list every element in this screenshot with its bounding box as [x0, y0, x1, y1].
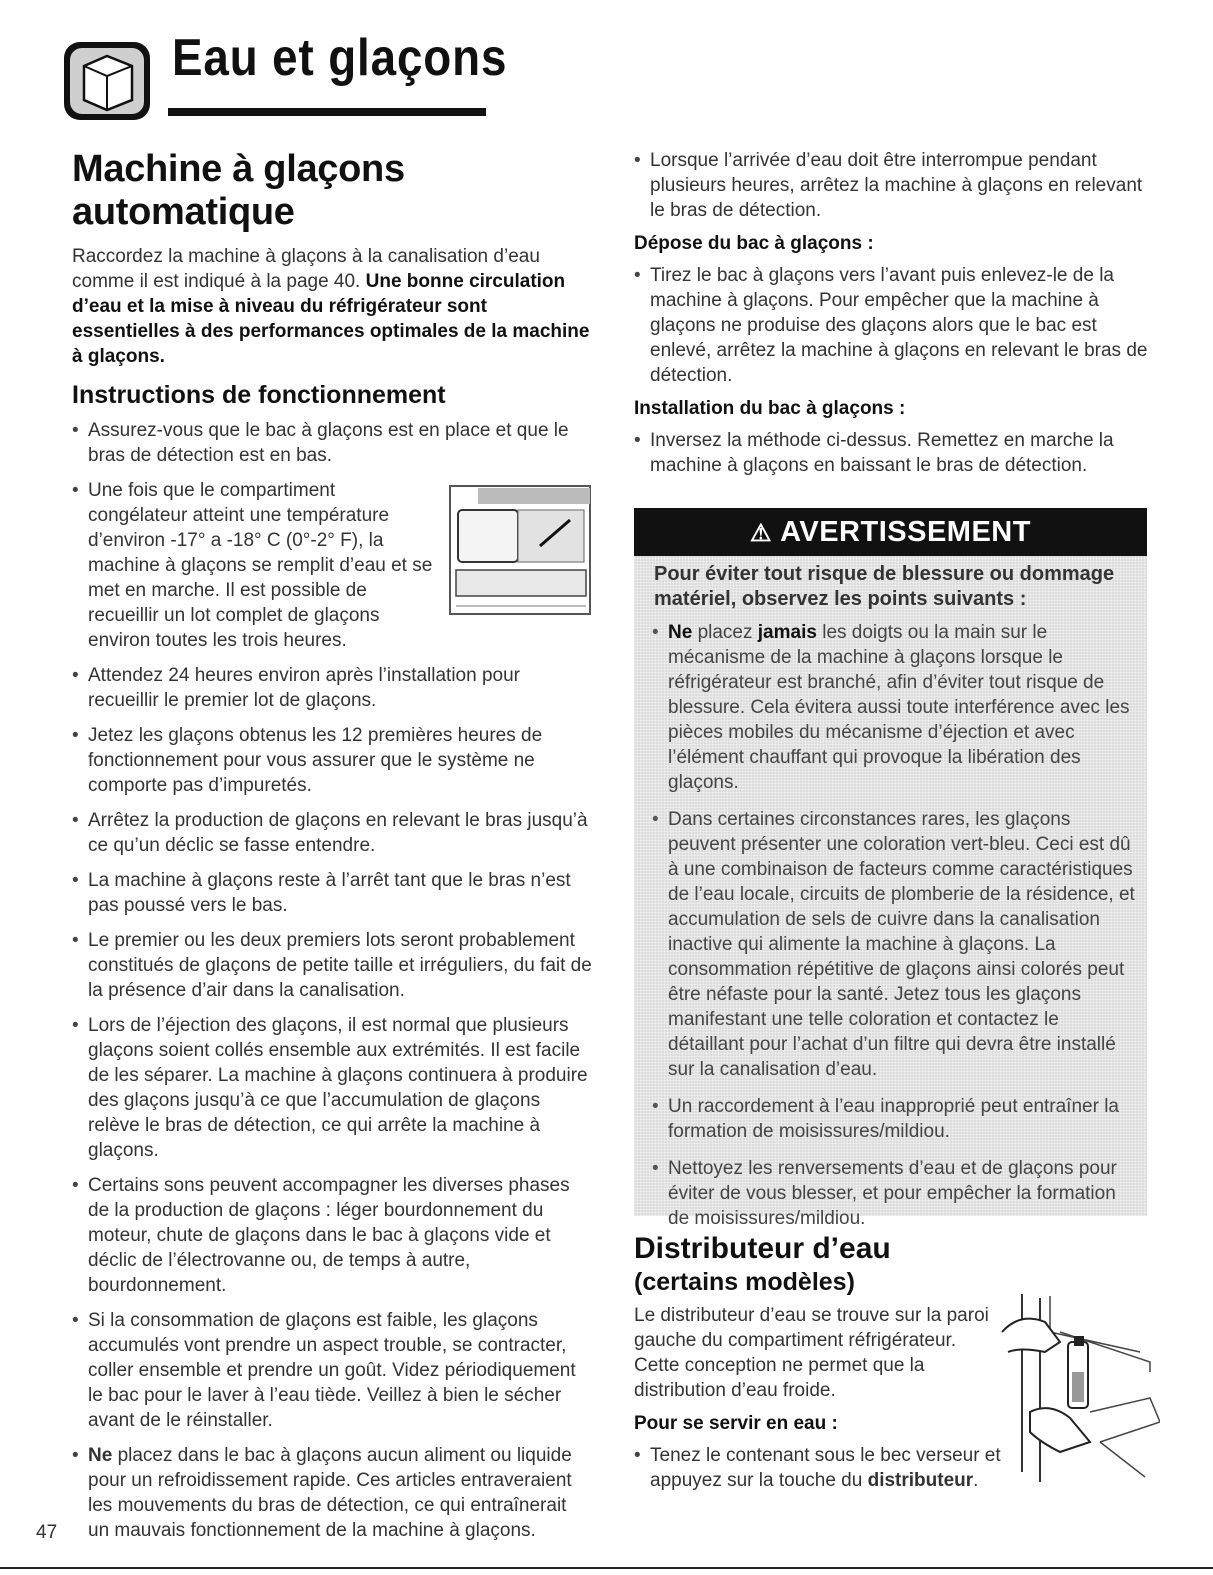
list-item: [72, 1443, 592, 1543]
howto-title: Pour se servir en eau :: [634, 1413, 838, 1434]
list-item: • Assurez-vous que le bac à glaçons est en place et que le bras de détection est en bas.: [72, 418, 592, 468]
warning-header: [634, 508, 1147, 556]
warning-body: [634, 556, 1147, 1231]
list-item: [648, 620, 1135, 795]
list-item: • Si la consommation de glaçons est faible, les glaçons accumulés vont prendre un aspect trouble, se contracter, coller ensemble et prendre un goût. Videz périodiquement le bac pour le laver à l’eau tiède. Veillez à bien le sécher avant de le réinstaller.: [72, 1308, 592, 1433]
subsection-title: Instructions de fonctionnement: [72, 381, 446, 409]
list-item: [72, 478, 592, 653]
bullet-text: les doigts ou la main sur le mécanisme de la machine à glaçons lorsque le réfrigérateur est branché, afin d’éviter tout risque de blessure. Cela évitera aussi toute interférence avec les pièces mobiles du mécanisme d’éjection et avec l’élément chauffant qui provoque la libération des glaçons.: [668, 622, 1130, 793]
bullet-text: placez dans le bac à glaçons aucun aliment ou liquide pour un refroidissement rapide. Ces articles entraveraient les mouvements du bras de détection, ce qui entraînerait un mauvais fonctionnement de la machine à glaçons.: [88, 1445, 572, 1541]
freezer-icemaker-illustration: [448, 484, 592, 616]
page-header-title: Eau et glaçons: [172, 29, 508, 87]
install-list: [634, 428, 1154, 478]
list-item: • Inversez la méthode ci-dessus. Remettez en marche la machine à glaçons en baissant le bras de détection.: [634, 428, 1154, 478]
list-item: • Un raccordement à l’eau inapproprié peut entraîner la formation de moisissures/mildiou.: [648, 1094, 1135, 1144]
header-underline: [168, 108, 486, 116]
removal-title: Dépose du bac à glaçons :: [634, 233, 874, 254]
left-column: [72, 148, 592, 1553]
list-item: • Attendez 24 heures environ après l’installation pour recueillir le premier lot de glaçons.: [72, 663, 592, 713]
bullet-text: .: [973, 1470, 979, 1491]
list-item: • La machine à glaçons reste à l’arrêt tant que le bras n’est pas poussé vers le bas.: [72, 868, 592, 918]
list-item: • Tirez le bac à glaçons vers l’avant puis enlevez-le de la machine à glaçons. Pour empêcher que la machine à glaçons ne produise des glaçons alors que le bac est enlevé, arrêtez la machine à glaçons en relevant le bras de détection.: [634, 263, 1154, 388]
page-number: 47: [36, 1522, 58, 1543]
right-column: [634, 148, 1154, 488]
list-item: • Certains sons peuvent accompagner les diverses phases de la production de glaçons : léger bourdonnement du moteur, chute de glaçons dans le bac à glaçons vide et déclic de l’électrovanne ou, de temps à autre, bourdonnement.: [72, 1173, 592, 1298]
bold-word: Ne: [668, 622, 693, 643]
removal-list: [634, 263, 1154, 388]
list-item: • Lors de l’éjection des glaçons, il est normal que plusieurs glaçons soient collés ensemble aux extrémités. Il est facile de les séparer. La machine à glaçons continuera à produire des glaçons jusqu’à ce que l’accumulation de glaçons relève le bras de détection, ce qui arrête la machine à glaçons.: [72, 1013, 592, 1163]
list-item: • Arrêtez la production de glaçons en relevant le bras jusqu’à ce qu’un déclic se fasse entendre.: [72, 808, 592, 858]
bullet-text: placez: [692, 622, 758, 643]
interruption-list: [634, 148, 1154, 223]
list-item: • Jetez les glaçons obtenus les 12 premières heures de fonctionnement pour vous assurer que le système ne comporte pas d’impuretés.: [72, 723, 592, 798]
intro-bold-text: Une bonne circulation d’eau et la mise à niveau du réfrigérateur sont essentielles à des performances optimales de la machine à glaçons.: [72, 271, 590, 367]
water-dispenser-illustration: [1000, 1292, 1160, 1492]
warning-lead: Pour éviter tout risque de blessure ou dommage matériel, observez les points suivants :: [654, 563, 1115, 610]
list-item: [634, 1443, 1010, 1493]
list-item: • Lorsque l’arrivée d’eau doit être interrompue pendant plusieurs heures, arrêtez la machine à glaçons en relevant le bras de détection.: [634, 148, 1154, 223]
bold-word: jamais: [757, 622, 817, 643]
dispenser-title: Distributeur d’eau: [634, 1232, 891, 1265]
bold-word: distributeur: [867, 1470, 974, 1491]
warning-title: AVERTISSEMENT: [780, 516, 1031, 548]
warning-list: [648, 620, 1135, 1231]
list-item: • Nettoyez les renversements d’eau et de glaçons pour éviter de vous blesser, et pour empêcher la formation de moisissures/mildiou.: [648, 1156, 1135, 1231]
dispenser-subtitle: (certains modèles): [634, 1268, 855, 1296]
install-title: Installation du bac à glaçons :: [634, 398, 906, 419]
bottom-rule: [0, 1567, 1213, 1569]
list-item: • Dans certaines circonstances rares, les glaçons peuvent présenter une coloration vert-bleu. Ceci est dû à une combinaison de facteurs comme caractéristiques de l’eau locale, circuits de plomberie de la résidence, et accumulation de sels de cuivre dans la canalisation inactive qui alimente la machine à glaçons. La consommation répétitive de glaçons ainsi colorés peut être néfaste pour la santé. Jetez tous les glaçons manifestant une telle coloration et contactez le détaillant pour l’achat d’un filtre qui devra être installé sur la canalisation d’eau.: [648, 807, 1135, 1082]
bullet-text: Une fois que le compartiment congélateur atteint une température d’environ -17° a -18° C (0°-2° F), la machine à glaçons se remplit d’eau et se met en marche. Il est possible de recueillir un lot complet de glaçons environ toutes les trois heures.: [88, 480, 433, 651]
warning-triangle-icon: ⚠: [750, 520, 773, 547]
section-title: Machine à glaçons automatique: [72, 148, 405, 233]
bullet-text: Tenez le contenant sous le bec verseur et appuyez sur la touche du: [650, 1445, 1001, 1491]
dispenser-description: Le distributeur d’eau se trouve sur la paroi gauche du compartiment réfrigérateur. Cette conception ne permet que la distribution d’eau froide.: [634, 1305, 989, 1401]
ice-cube-icon: [62, 38, 152, 122]
list-item: • Le premier ou les deux premiers lots seront probablement constitués de glaçons de petite taille et irréguliers, du fait de la présence d’air dans la canalisation.: [72, 928, 592, 1003]
intro-text: Raccordez la machine à glaçons à la canalisation d’eau comme il est indiqué à la page 40.: [72, 246, 540, 292]
instructions-list: [72, 418, 592, 1543]
intro-paragraph: [72, 244, 592, 369]
warning-box: [634, 508, 1147, 1229]
bold-word: Ne: [88, 1445, 113, 1466]
